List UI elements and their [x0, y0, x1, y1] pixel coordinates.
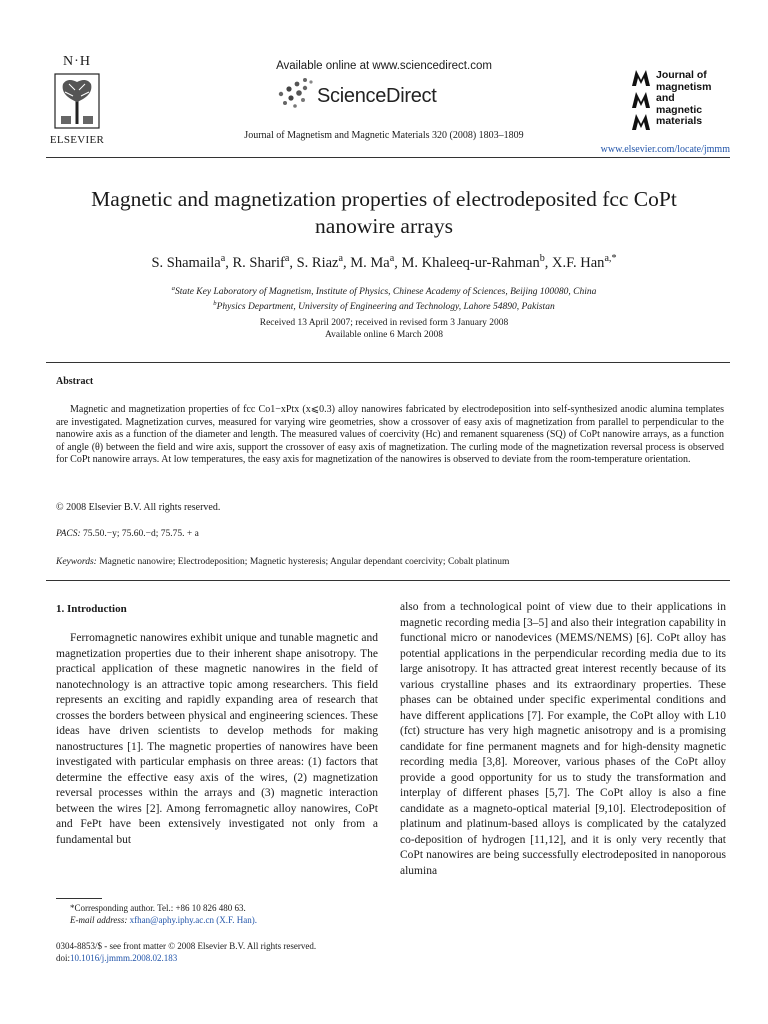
- abstract-copyright: © 2008 Elsevier B.V. All rights reserved.: [56, 502, 221, 513]
- article-title: Magnetic and magnetization properties of electrodeposited fcc CoPt nanowire arrays: [91, 187, 677, 238]
- jmmm-m-mark-icon: [630, 68, 654, 132]
- journal-reference: Journal of Magnetism and Magnetic Materials 320 (2008) 1803–1809: [244, 130, 524, 141]
- corresponding-author-footnote: *Corresponding author. Tel.: +86 10 826 480 63. E-mail address: xfhan@aphy.iphy.ac.cn (X.F. Han).: [70, 903, 258, 925]
- doi-link[interactable]: 10.1016/j.jmmm.2008.02.183: [70, 953, 178, 963]
- author-name[interactable]: X.F. Han: [552, 254, 605, 271]
- available-date: Available online 6 March 2008: [324, 330, 443, 340]
- author-name[interactable]: R. Sharif: [232, 254, 285, 271]
- available-online-banner: Available online at www.sciencedirect.com: [276, 60, 492, 72]
- author-email-link[interactable]: xfhan@aphy.iphy.ac.cn (X.F. Han).: [129, 915, 258, 925]
- article-dates: [40, 317, 728, 341]
- journal-url-link[interactable]: www.elsevier.com/locate/jmmm: [600, 144, 730, 155]
- sciencedirect-wordmark: ScienceDirect: [317, 85, 437, 107]
- author-name[interactable]: M. Ma: [350, 254, 390, 271]
- affiliation-a: State Key Laboratory of Magnetism, Institute of Physics, Chinese Academy of Sciences, Beijing 100080, China: [174, 287, 597, 298]
- abstract-heading: Abstract: [56, 376, 94, 387]
- intro-left-column: Ferromagnetic nanowires exhibit unique and tunable magnetic and magnetization properties due to their inherent shape anisotropy. The practical application of these magnetic nanowires in the field of nanotechnology is an attractive topic among researchers. This field represents an exciting and rapidly expanding area of research that crosses the borders between physical and engineering sciences. These ideas have driven scientists to develop methods for making nanostructures [1]. The magnetic properties of nanowires have been investigated with particular emphasis on three areas: (1) factors that determine the effective easy axis of the wires, (2) magnetization reversal processes within the arrays and (3) magnetic interaction between the wires [2]. Among ferromagnetic alloy nanowires, CoPt and FePt have been extensively investigated not only from a fundamental but: [56, 632, 378, 846]
- front-matter-info: 0304-8853/$ - see front matter © 2008 Elsevier B.V. All rights reserved. doi:10.1016/j.jmmm.2008.02.183: [56, 940, 386, 964]
- author-name[interactable]: M. Khaleeq-ur-Rahman: [401, 254, 540, 271]
- publisher-mark: N·H: [63, 54, 91, 69]
- publisher-name: ELSEVIER: [49, 134, 105, 146]
- affiliation-b: Physics Department, University of Engineering and Technology, Lahore 54890, Pakistan: [216, 302, 555, 313]
- author-name[interactable]: S. Shamaila: [151, 254, 221, 271]
- author-name[interactable]: S. Riaz: [296, 254, 339, 271]
- abstract-divider-bottom: [46, 580, 730, 581]
- pacs-codes: PACS: 75.50.−y; 75.60.−d; 75.75. + a: [56, 529, 199, 539]
- received-date: Received 13 April 2007; received in revised form 3 January 2008: [259, 318, 509, 328]
- affiliations: $^a$State Key Laboratory of Magnetism, Institute of Physics, Chinese Academy of Sciences, Beijing 100080, China $^b$Physics Department, University of Engineering and Technology, Lahore 54890, Pakistan: [171, 285, 597, 313]
- sciencedirect-dots-icon: [275, 76, 317, 110]
- author-list: S. Shamaila$^a$, R. Sharif$^a$, S. Riaz$^a$, M. Ma$^a$, M. Khaleeq-ur-Rahman$^b$, X.F. Han$^{a,*}$: [151, 253, 617, 271]
- keywords: Keywords: Magnetic nanowire; Electrodeposition; Magnetic hysteresis; Angular dependant coercivity; Cobalt platinum: [56, 557, 510, 567]
- elsevier-tree-icon: [53, 72, 101, 130]
- issn-line: 0304-8853/$ - see front matter © 2008 Elsevier B.V. All rights reserved.: [56, 941, 317, 951]
- jmmm-logo-text: Journal of magnetism and magnetic materials: [656, 69, 712, 127]
- sciencedirect-logo[interactable]: [275, 76, 475, 110]
- header-divider: [46, 157, 730, 158]
- jmmm-logo: [630, 68, 730, 132]
- section-heading-introduction: 1. Introduction: [56, 603, 127, 615]
- footnote-divider: [56, 898, 102, 899]
- abstract-text: Magnetic and magnetization properties of fcc Co1−xPtx (x⩽0.3) alloy nanowires fabricated by electrodeposition into self-synthesized anodic alumina templates are investigated. Magnetization curves, measured for varying wire geometries, show a crossover of easy axis of magnetization from parallel to perpendicular to the nanowire axis as a function of the diameter and length. The measured values of coercivity (Hc) and remanent squareness (SQ) of CoPt nanowire arrays, as a function of angle (θ) between the field and wire axis, support the crossover of easy axis of magnetization. The curling mode of the magnetization reversal process is observed for CoPt nanowire arrays. At low temperatures, the easy axis for magnetization of the nanowires is observed to deviate from the room-temperature orientation.: [56, 404, 724, 466]
- intro-right-column: also from a technological point of view due to their applications in magnetic recording media [3–5] and also their integration capability in functional micro or nanodevices (MEMS/NEMS) [6]. CoPt alloy has potential applications in the perpendicular recording media due to its large anisotropy. It has attracted great interest recently because of its various crystalline phases and its extraordinary properties. These phases can be obtained under specific experimental conditions and have different applications [7]. For example, the CoPt alloy with L10 (fct) structure has very high magnetic anisotropy and is a promising candidate for fine permanent magnets and for high-density magnetic recording media [3,8]. Moreover, various phases of the CoPt alloy provide a good opportunity for us to study the transformation and interplay of different phases [5,7]. The CoPt alloy is also a fine candidate as a magneto-optical material [9,10]. Electrodeposition of platinum and platinum-based alloys is complicated by the catalyzed co-deposition of hydrogen [11,12], and it is only very recently that CoPt nanowires are being successfully electrodeposited in nanoporous alumina: [400, 601, 726, 877]
- abstract-divider-top: [46, 362, 730, 363]
